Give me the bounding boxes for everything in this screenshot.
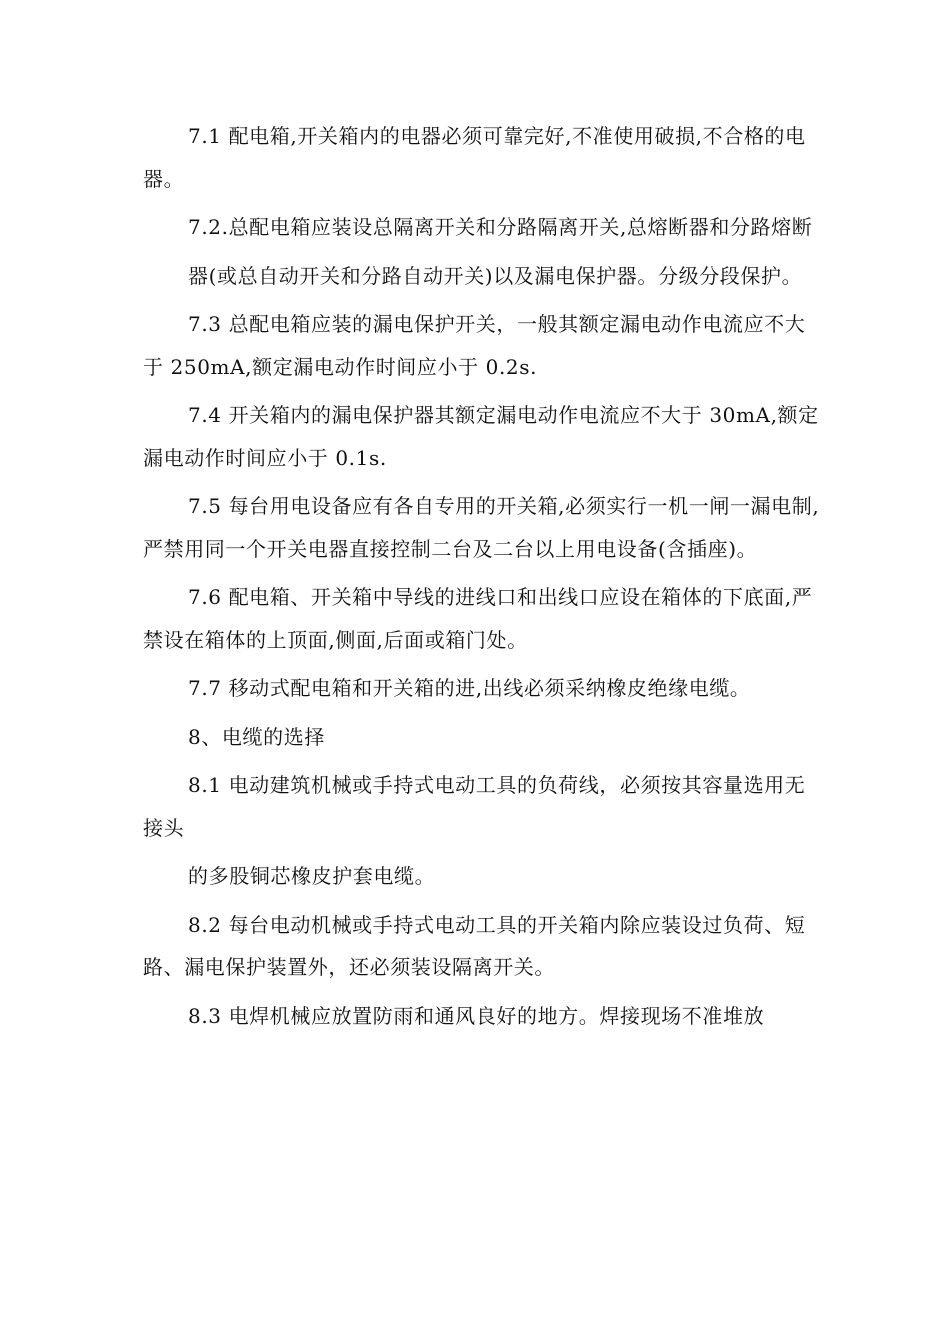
paragraph-8-1-continued: 的多股铜芯橡皮护套电缆。	[188, 864, 436, 888]
paragraph-7-1: 7.1 配电箱,开关箱内的电器必须可靠完好,不准使用破损,不合格的电器。	[143, 124, 806, 191]
paragraph-7-7: 7.7 移动式配电箱和开关箱的进,出线必须采纳橡皮绝缘电缆。	[188, 676, 751, 700]
paragraph-7-2-continued: 器(或总自动开关和分路自动开关)以及漏电保护器。分级分段保护。	[188, 263, 803, 288]
paragraph-7-5: 7.5 每台用电设备应有各自专用的开关箱,必须实行一机一闸一漏电制,严禁用同一个开关电器直接控制二台及二台以上用电设备(含插座)。	[143, 494, 820, 561]
paragraph-7-3: 7.3 总配电箱应装的漏电保护开关，一般其额定漏电动作电流应不大于 250mA,额定漏电动作时间应小于 0.2s.	[143, 312, 806, 379]
paragraph-8-3: 8.3 电焊机械应放置防雨和通风良好的地方。焊接现场不准堆放	[188, 1003, 765, 1028]
paragraph-7-2: 7.2.总配电箱应装设总隔离开关和分路隔离开关,总熔断器和分路熔断	[188, 215, 813, 239]
paragraph-8-1: 8.1 电动建筑机械或手持式电动工具的负荷线，必须按其容量选用无接头	[143, 773, 806, 840]
section-heading-8: 8、电缆的选择	[188, 724, 325, 749]
paragraph-8-2: 8.2 每台电动机械或手持式电动工具的开关箱内除应装设过负荷、短路、漏电保护装置外，还必须装设隔离开关。	[143, 912, 806, 979]
paragraph-7-4: 7.4 开关箱内的漏电保护器其额定漏电动作电流应不大于 30mA,额定漏电动作时间应小于 0.1s.	[143, 403, 819, 470]
document-body	[143, 115, 823, 1043]
paragraph-7-6: 7.6 配电箱、开关箱中导线的进线口和出线口应设在箱体的下底面,严禁设在箱体的上顶面,侧面,后面或箱门处。	[143, 585, 813, 652]
